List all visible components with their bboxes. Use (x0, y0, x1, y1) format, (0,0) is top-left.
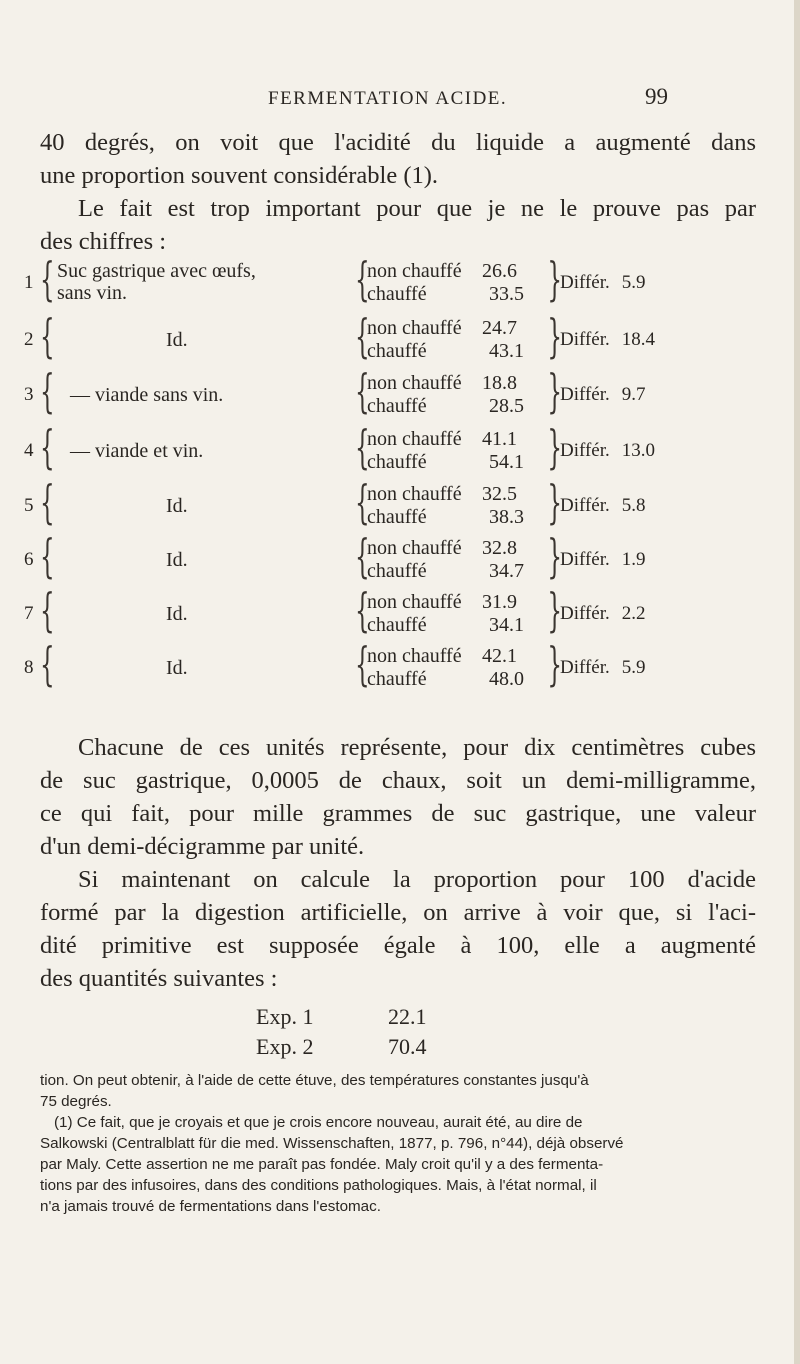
table-row (0, 637, 800, 693)
row-number: 3 (24, 384, 34, 405)
heated-value (367, 506, 524, 529)
unheated-label: non chauffé (367, 428, 462, 450)
heated-number: 38.3 (489, 506, 524, 528)
difference-value: 5.8 (621, 495, 646, 516)
row-number: 6 (24, 549, 34, 570)
unheated-label: non chauffé (367, 260, 462, 282)
heated-label: chauffé (367, 395, 427, 417)
unheated-number: 42.1 (482, 645, 517, 667)
row-number: 8 (24, 657, 34, 678)
difference-label: Différ. (560, 440, 610, 461)
difference-label: Différ. (560, 495, 610, 516)
difference-label: Différ. (560, 272, 610, 293)
unheated-number: 32.5 (482, 483, 517, 505)
sample-description: Id. (166, 603, 188, 625)
heated-number: 28.5 (489, 395, 524, 417)
unheated-label: non chauffé (367, 591, 462, 613)
text-line: Chacune de ces unités représente, pour dix centimètres cubes (78, 734, 756, 761)
intro-paragraph (40, 126, 756, 258)
running-title: FERMENTATION ACIDE. (268, 88, 508, 109)
heated-value (367, 560, 524, 583)
left-brace: { (40, 583, 55, 637)
row-number: 4 (24, 440, 34, 461)
sample-description (57, 260, 256, 304)
heated-label: chauffé (367, 614, 427, 636)
text-line: 40 degrés, on voit que l'acidité du liquide a augmenté dans (40, 129, 756, 156)
row-number: 1 (24, 272, 34, 293)
right-brace: { (547, 529, 562, 583)
sample-description: Id. (166, 549, 188, 571)
middle-brace: { (355, 364, 370, 418)
footnote-line: tion. On peut obtenir, à l'aide de cette étuve, des températures constantes jusqu'à (40, 1072, 589, 1089)
heated-number: 43.1 (489, 340, 524, 362)
difference-value: 5.9 (621, 657, 646, 678)
heated-number: 48.0 (489, 668, 524, 690)
sample-line: sans vin. (57, 282, 127, 304)
left-brace: { (40, 364, 55, 418)
sample-description: Id. (166, 495, 188, 517)
text-line: Si maintenant on calcule la proportion pour 100 d'acide (78, 866, 756, 893)
heated-number: 34.1 (489, 614, 524, 636)
experiment-row (256, 1032, 427, 1062)
difference-label: Différ. (560, 657, 610, 678)
middle-brace: { (355, 529, 370, 583)
footnote (40, 1070, 756, 1217)
middle-brace: { (355, 637, 370, 691)
difference (560, 440, 655, 462)
table-row (0, 309, 800, 365)
footnote-line: Salkowski (Centralblatt für die med. Wissenschaften, 1877, p. 796, n°44), déjà observé (40, 1135, 624, 1152)
unheated-value (367, 260, 517, 283)
unheated-label: non chauffé (367, 372, 462, 394)
right-brace: { (547, 583, 562, 637)
sample-description: Id. (166, 657, 188, 679)
text-line: dité primitive est supposée égale à 100, elle a augmenté (40, 932, 756, 959)
footnote-line: par Maly. Cette assertion ne me paraît pas fondée. Maly croit qu'il y a des fermenta- (40, 1156, 604, 1173)
difference-label: Différ. (560, 603, 610, 624)
page-number: 99 (645, 84, 668, 109)
difference-value: 13.0 (621, 440, 656, 461)
text-line: ce qui fait, pour mille grammes de suc gastrique, une valeur (40, 800, 756, 827)
unheated-number: 26.6 (482, 260, 517, 282)
difference (560, 329, 655, 351)
right-brace: { (547, 364, 562, 418)
unheated-value (367, 645, 517, 668)
heated-label: chauffé (367, 340, 427, 362)
heated-value (367, 614, 524, 637)
experiment-value: 22.1 (388, 1004, 427, 1029)
heated-label: chauffé (367, 668, 427, 690)
unheated-value (367, 537, 517, 560)
difference-value: 2.2 (621, 603, 646, 624)
footnote-line: tions par des infusoires, dans des conditions pathologiques. Mais, à l'état normal, il (40, 1177, 597, 1194)
unheated-number: 24.7 (482, 317, 517, 339)
heated-value (367, 340, 524, 363)
sample-description: — viande et vin. (70, 440, 204, 462)
experiment-row (256, 1002, 427, 1032)
sample-description: Id. (166, 329, 188, 351)
experiment-label: Exp. 2 (256, 1034, 314, 1059)
heated-number: 34.7 (489, 560, 524, 582)
difference (560, 657, 646, 679)
footnote-line: n'a jamais trouvé de fermentations dans l'estomac. (40, 1198, 381, 1215)
difference-value: 1.9 (621, 549, 646, 570)
heated-value (367, 283, 524, 306)
experiment-results (256, 1002, 427, 1062)
heated-label: chauffé (367, 283, 427, 305)
unheated-number: 32.8 (482, 537, 517, 559)
footnote-line: (1) Ce fait, que je croyais et que je crois encore nouveau, aurait été, au dire de (54, 1114, 583, 1131)
unheated-value (367, 483, 517, 506)
row-number: 2 (24, 329, 34, 350)
unheated-number: 18.8 (482, 372, 517, 394)
unheated-value (367, 372, 517, 395)
table-row (0, 529, 800, 585)
difference-value: 18.4 (621, 329, 656, 350)
left-brace: { (40, 420, 55, 474)
text-line: des chiffres : (40, 228, 167, 255)
unheated-value (367, 428, 517, 451)
footnote-line: 75 degrés. (40, 1093, 112, 1110)
unheated-label: non chauffé (367, 483, 462, 505)
table-row (0, 252, 800, 308)
table-row (0, 583, 800, 639)
table-row (0, 364, 800, 420)
left-brace: { (40, 252, 55, 306)
heated-value (367, 395, 524, 418)
unheated-value (367, 591, 517, 614)
text-line: des quantités suivantes : (40, 965, 278, 992)
unheated-label: non chauffé (367, 317, 462, 339)
right-brace: { (547, 309, 562, 363)
text-line: formé par la digestion artificielle, on arrive à voir que, si l'aci- (40, 899, 756, 926)
unheated-number: 41.1 (482, 428, 517, 450)
middle-brace: { (355, 420, 370, 474)
difference (560, 603, 646, 625)
right-brace: { (547, 252, 562, 306)
text-line: de suc gastrique, 0,0005 de chaux, soit un demi-milligramme, (40, 767, 756, 794)
difference-label: Différ. (560, 384, 610, 405)
heated-label: chauffé (367, 451, 427, 473)
difference-label: Différ. (560, 549, 610, 570)
heated-label: chauffé (367, 506, 427, 528)
heated-label: chauffé (367, 560, 427, 582)
body-paragraph (40, 731, 756, 995)
right-brace: { (547, 637, 562, 691)
difference-value: 9.7 (621, 384, 646, 405)
difference (560, 495, 646, 517)
heated-number: 54.1 (489, 451, 524, 473)
middle-brace: { (355, 475, 370, 529)
text-line: d'un demi-décigramme par unité. (40, 833, 365, 860)
sample-line: Suc gastrique avec œufs, (57, 260, 256, 282)
heated-value (367, 668, 524, 691)
text-line: Le fait est trop important pour que je ne le prouve pas par (78, 195, 756, 222)
left-brace: { (40, 475, 55, 529)
experiment-label: Exp. 1 (256, 1004, 314, 1029)
right-brace: { (547, 475, 562, 529)
heated-number: 33.5 (489, 283, 524, 305)
middle-brace: { (355, 583, 370, 637)
table-row (0, 420, 800, 476)
sample-description: — viande sans vin. (70, 384, 224, 406)
unheated-number: 31.9 (482, 591, 517, 613)
experiment-value: 70.4 (388, 1034, 427, 1059)
row-number: 5 (24, 495, 34, 516)
middle-brace: { (355, 309, 370, 363)
difference (560, 272, 646, 294)
left-brace: { (40, 637, 55, 691)
row-number: 7 (24, 603, 34, 624)
page-header (0, 84, 800, 118)
difference (560, 384, 646, 406)
unheated-label: non chauffé (367, 537, 462, 559)
left-brace: { (40, 309, 55, 363)
left-brace: { (40, 529, 55, 583)
table-row (0, 475, 800, 531)
difference (560, 549, 646, 571)
unheated-label: non chauffé (367, 645, 462, 667)
unheated-value (367, 317, 517, 340)
difference-label: Différ. (560, 329, 610, 350)
middle-brace: { (355, 252, 370, 306)
difference-value: 5.9 (621, 272, 646, 293)
text-line: une proportion souvent considérable (1). (40, 162, 439, 189)
heated-value (367, 451, 524, 474)
right-brace: { (547, 420, 562, 474)
